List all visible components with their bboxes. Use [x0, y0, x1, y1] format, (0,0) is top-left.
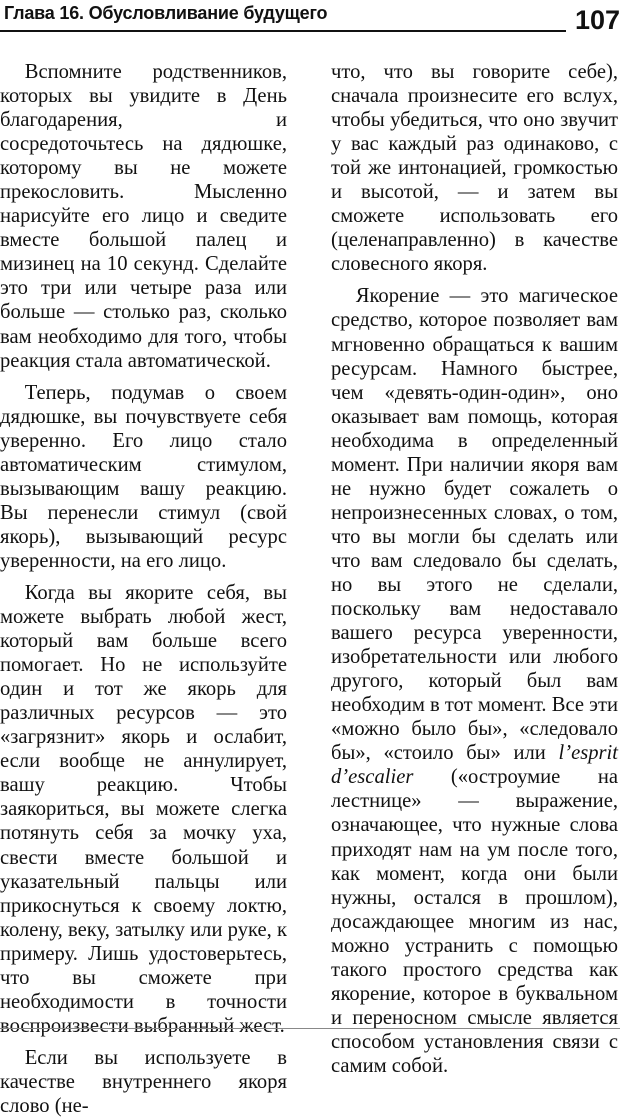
- chapter-title: Глава 16. Обусловливание будущего: [4, 3, 328, 23]
- left-paragraph-4: Если вы используете в качестве внутреннего якоря слово (не-: [0, 1046, 287, 1117]
- right-paragraph-2-text-after: («остроумие на лестнице» — выражение, означающее, что нужные слова приходят нам на ум после того, как момент, когда они были нужны, остался в прошлом), досаждающее многим из нас, можно устранить с помощью такого простого средства как якорение, которое в буквальном и переносном смысле является способом установления связи с самим собой.: [331, 766, 618, 1077]
- right-paragraph-2-text-before: Якорение — это магическое средство, которое позволяет вам мгновенно обращаться к вашим ресурсам. Намного быстрее, чем «девять-один-один», оно оказывает вам помощь, которая необходима в определенный момент. При наличии якоря вам не нужно будет сожалеть о непроизнесенных словах, о том, что вы могли бы сделать или что вам следовало бы сделать, но вы этого не сделали, поскольку вам недоставало вашего ресурса уверенности, изобретательности или любого другого, который был вам необходим в тот момент. Все эти «можно было бы», «следовало бы», «стоило бы» или: [331, 285, 618, 765]
- left-text-column: [0, 60, 287, 1118]
- right-paragraph-2: [331, 284, 618, 1078]
- bottom-rule: [0, 1028, 620, 1029]
- left-paragraph-2: Теперь, подумав о своем дядюшке, вы почувствуете себя уверенно. Его лицо стало автоматическим стимулом, вызывающим вашу реакцию. Вы перенесли стимул (свой якорь), вызывающий ресурс уверенности, на его лицо.: [0, 381, 287, 572]
- running-header: [0, 0, 620, 44]
- left-paragraph-1: Вспомните родственников, которых вы увидите в День благодарения, и сосредоточьтесь на дядюшке, которому вы не можете прекословить. Мысленно нарисуйте его лицо и сведите вместе большой палец и мизинец на 10 секунд. Сделайте это три или четыре раза или больше — столько раз, сколько вам необходимо для того, чтобы реакция стала автоматической.: [0, 61, 287, 372]
- right-paragraph-1: что, что вы говорите себе), сначала произнесите его вслух, чтобы убедиться, что оно звучит у вас каждый раз одинаково, с той же интонацией, громкостью и высотой, — и затем вы сможете использовать его (целенаправленно) в качестве словесного якоря.: [331, 61, 618, 276]
- esprit-d-escalier-phrase: l’esprit d’escalier: [331, 742, 618, 789]
- right-text-column: [331, 60, 618, 1078]
- left-paragraph-3: Когда вы якорите себя, вы можете выбрать любой жест, который вам больше всего помогает. Но не используйте один и тот же якорь для различных ресурсов — это «загрязнит» якорь и ослабит, если вообще не аннулирует, вашу реакцию. Чтобы заякориться, вы можете слегка потянуть себя за мочку уха, свести вместе большой и указательный пальцы или прикоснуться к своему локтю, колену, веку, затылку или руке, к примеру. Лишь удостоверьтесь, что вы сможете при необходимости в точности воспроизвести выбранный жест.: [0, 581, 287, 1037]
- header-rule: [0, 30, 566, 32]
- page-number: 107: [574, 5, 620, 35]
